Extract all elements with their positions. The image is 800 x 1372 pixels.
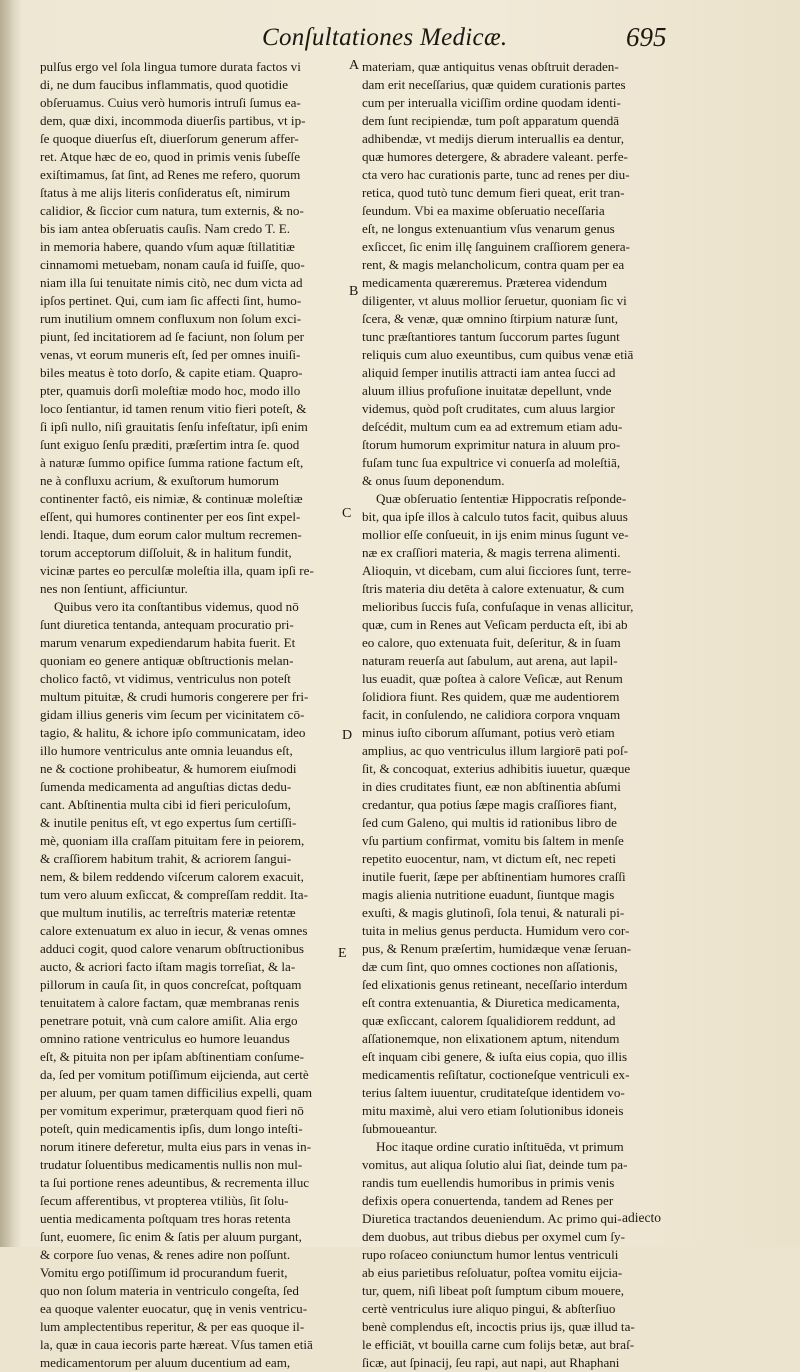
text-line: aluum illius profuſione inuitatæ depellunt, vnde (362, 383, 612, 398)
text-line: Vomitu ergo potiſſimum id procurandum fuerit, (40, 1265, 288, 1280)
text-line: dæ cum ſint, quo omnes coctiones non aſſationis, (362, 959, 618, 974)
page-number: 695 (626, 22, 667, 52)
text-line: le efficiāt, vt bouilla carne cum folijs betæ, aut braſ- (362, 1337, 635, 1352)
text-line: da, ſed per vomitum potiſſimum eijcienda, aut certè (40, 1067, 309, 1082)
text-line: ſunt, euomere, ſic enim & ſatis per aluum purgant, (40, 1229, 302, 1244)
text-line: quæ exſiccant, calorem ſqualidiorem reddunt, ad (362, 1013, 616, 1028)
text-line: ſcera, & venæ, quæ omnino ſtirpium naturæ ſunt, (362, 311, 619, 326)
text-line: Quæ obſeruatio ſententiæ Hippocratis reſponde- (376, 491, 627, 506)
margin-letter-c: C (342, 506, 352, 521)
text-line: norum itinere deferetur, multa eius pars in venas in- (40, 1139, 312, 1154)
text-line: fuſam tunc ſua expultrice vi conuerſa ad moleſtiā, (362, 455, 621, 470)
text-line: cholico factô, vt vidimus, ventriculus non poteſt (40, 671, 291, 686)
text-line: mè, quoniam illa craſſam pituitam fere in peiorem, (40, 833, 305, 848)
text-line: dem, quæ dixi, incommoda diuerſis partibus, vt ip- (40, 113, 306, 128)
text-line: ſtris materia diu detēta à calore extenuatur, & cum (362, 581, 625, 596)
text-line: per vomitum experimur, præterquam quod fieri nō (40, 1103, 304, 1118)
text-line: quæ, cum in Renes aut Veſicam perducta eſt, ibi ab (362, 617, 628, 632)
text-line: facit, in conſulendo, ne calidiora corpora vnquam (362, 707, 621, 722)
text-line: credantur, qua potius ſæpe magis craſſiores fiant, (362, 797, 617, 812)
text-line: à naturæ ſummo opifice ſumma ratione factum eſt, (40, 455, 304, 470)
text-line: & inutile penitus eſt, vt ego expertus ſum certiſſi- (40, 815, 297, 830)
text-line: ſit, & concoquat, exterius adhibitis iuuetur, quæque (362, 761, 631, 776)
text-line: in dies cruditates fiunt, eæ non abſtinentia abſumi (362, 779, 621, 794)
text-line: venas, vt eorum muneris eſt, ſed per omnes inuiſi- (40, 347, 301, 362)
text-line: cta vero hac curationis parte, tunc ad renes per diu- (362, 167, 630, 182)
text-line: ſed cum Galeno, qui multis id rationibus libro de (362, 815, 617, 830)
text-line: eſt inquam cibi genere, & iuſta eius copia, quo illis (362, 1049, 628, 1064)
text-line: marum venarum expediendarum habita fuerit. Et (40, 635, 296, 650)
text-line: pus, & Renum præſertim, humidæque venæ ſeruan- (362, 941, 632, 956)
text-line: ne & coctione prohibeatur, & humorem eiuſmodi (40, 761, 297, 776)
text-line: ſunt diuretica tentanda, antequam procuratio pri- (40, 617, 294, 632)
text-line: piunt, ſed incitatiorem ad ſe faciunt, non ſolum per (40, 329, 304, 344)
text-line: niam illa ſui tenuitate nimis citò, nec dum victa ad (40, 275, 303, 290)
text-line: exſiccet, ſic enim illę ſanguinem craſſiorem genera- (362, 239, 630, 254)
text-line: quo non ſolum materia in ventriculo congeſta, ſed (40, 1283, 299, 1298)
text-line: Quibus vero ita conſtantibus videmus, quod nō (54, 599, 299, 614)
text-line: terius ſaltem iuuentur, cruditateſque identidem vo- (362, 1085, 625, 1100)
text-line: amplius, ac quo ventriculus illum largiorē pati poſ- (362, 743, 628, 758)
text-line: aliquid ſemper inutilis attracti iam antea ſucci ad (362, 365, 616, 380)
text-line: ret. Atque hæc de eo, quod in primis venis ſubeſſe (40, 149, 301, 164)
text-line: cant. Abſtinentia multa cibi id fieri periculoſum, (40, 797, 291, 812)
text-line: medicamenta quæreremus. Præterea videndum (362, 275, 608, 290)
text-line: lum amplectentibus reperitur, & per eas quoque il- (40, 1319, 305, 1334)
text-line: & craſſiorem habitum trahit, & acriorem ſangui- (40, 851, 292, 866)
text-line: ta ſui portione renes adeuntibus, & recrementa illuc (40, 1175, 310, 1190)
text-line: defixis opera conuertenda, tandem ad Renes per (362, 1193, 614, 1208)
text-line: aucto, & acriori facto iſtam magis torreſiat, & la- (40, 959, 296, 974)
text-line: medicamentorum per aluum ducentium ad eam, (40, 1355, 291, 1370)
text-line: continenter factô, eis nimiæ, & continuæ moleſtiæ (40, 491, 303, 506)
text-line: ſumenda medicamenta ad anguſtias dictas dedu- (40, 779, 292, 794)
text-line: exiſtimamus, ſat ſint, ad Renes me refero, quorum (40, 167, 301, 182)
text-line: eſt, & pituita non per ipſam abſtinentiam conſume- (40, 1049, 304, 1064)
text-line: calore extenuatum ex aluo in iecur, & venas omnes (40, 923, 308, 938)
text-line: tenuitatem à calore factam, quæ membranas renis (40, 995, 300, 1010)
text-line: dem duobus, aut tribus diebus per oxymel cum ſy- (362, 1229, 625, 1244)
text-line: lendi. Itaque, dum eorum calor multum recremen- (40, 527, 302, 542)
text-line: rum inutilium omnem confluxum non ſolum exci- (40, 311, 302, 326)
text-line: certè ventriculus iure aliquo pingui, & abſterſiuo (362, 1301, 616, 1316)
margin-letter-d: D (342, 728, 353, 743)
text-line: tur, quem, niſi libeat poſt ſumptum cibum mouere, (362, 1283, 625, 1298)
text-line: in memoria habere, quando vſum aquæ ſtillatitiæ (40, 239, 295, 254)
text-line: næ ex craſſiori materia, & magis terrena alimenti. (362, 545, 621, 560)
text-line: mollior eſſe conſueuit, in ijs enim minus ſugunt ve- (362, 527, 629, 542)
text-line: poteſt, quin medicamentis ipſis, dum longo inteſti- (40, 1121, 303, 1136)
text-line: naturam reuerſa aut ſabulum, aut arena, aut lapil- (362, 653, 618, 668)
text-line: la, quæ in caua iecoris parte hæreat. Vſus tamen etiā (40, 1337, 313, 1352)
text-line: lus euadit, quæ poſtea à calore Veſicæ, aut Renum (362, 671, 623, 686)
text-line: tum vero aluum exſiccat, & compreſſam reddit. Ita- (40, 887, 308, 902)
text-line: Diuretica tractandos deueniendum. Ac primo qui- (362, 1211, 622, 1226)
text-line: ſecum afferentibus, vt propterea vtiliùs, ſit ſolu- (40, 1193, 289, 1208)
text-line: repetito euocentur, nam, vt dictum eſt, nec repeti (362, 851, 616, 866)
text-line: ſeundum. Vbi ea maxime obſeruatio neceſſaria (362, 203, 605, 218)
margin-letter-a: A (349, 58, 360, 73)
text-line: ſubmoueantur. (362, 1121, 438, 1136)
text-line: eſſent, qui humores continenter per eos ſint expel- (40, 509, 301, 524)
text-line: randis tum euellendis humoribus in primis venis (362, 1175, 615, 1190)
text-line: inutile fuerit, ſæpe per abſtinentiam humores craſſi (362, 869, 626, 884)
text-line: penetrare potuit, vnà cum calore amiſit. Alia ergo (40, 1013, 298, 1028)
text-line: minus iuſto ciborum aſſumant, potius verò etiam (362, 725, 615, 740)
text-line: benè complendus eſt, incoctis prius ijs, quæ illud ta- (362, 1319, 635, 1334)
text-line: uentia medicamenta poſtquam tres horas retenta (40, 1211, 291, 1226)
text-line: bis iam antea obſeruatis cauſis. Nam credo T. E. (40, 221, 291, 236)
text-line: nes non ſentiunt, afficiuntur. (40, 581, 188, 596)
text-line: ſi ipſi nullo, niſi grauitatis ſenſu infeſtatur, ipſi enim (40, 419, 308, 434)
text-line: ab eius parietibus reſoluatur, poſtea vomitu eijcia- (362, 1265, 623, 1280)
text-line: vicinæ partes eo perculſæ moleſtia illa, quam ipſi re- (40, 563, 314, 578)
left-column (40, 58, 343, 1372)
text-line: adhibendæ, vt medijs dierum interuallis ea dentur, (362, 131, 625, 146)
text-line: ea quoque valenter euocatur, quę in venis ventricu- (40, 1301, 308, 1316)
text-line: quoniam eo genere antiquæ obſtructionis melan- (40, 653, 294, 668)
text-line: adduci cogit, quod calore venarum obſtructionibus (40, 941, 304, 956)
text-line: torum acceptorum diſſoluit, & in halitum fundit, (40, 545, 292, 560)
text-line: melioribus ſuccis fuſa, confuſaque in venas allicitur, (362, 599, 634, 614)
text-line: tunc præſtantiores tantum ſuccorum partes ſugunt (362, 329, 620, 344)
text-line: tuita in melius genus perducta. Humidum vero cor- (362, 923, 630, 938)
running-head: Conſultationes Medicæ. (262, 24, 508, 51)
text-line: deſcédit, multum cum ea ad extremum etiam adu- (362, 419, 623, 434)
catchword: adiecto (622, 1210, 661, 1225)
right-column (362, 58, 672, 1372)
text-line: per aluum, per quam tamen difficilius expelli, quam (40, 1085, 313, 1100)
text-line: & onus ſuum deponendum. (362, 473, 505, 488)
text-line: di, ne dum faucibus inflammatis, quod quotidie (40, 77, 289, 92)
text-line: eſt contra extenuantia, & Diuretica medicamenta, (362, 995, 620, 1010)
text-line: Alioquin, vt dicebam, cum alui ſicciores ſunt, terre- (362, 563, 632, 578)
text-line: rupo roſaceo coniunctum humor lentus ventriculi (362, 1247, 619, 1262)
text-line: eo calore, quo extenuata fuit, deſeritur, & in ſuam (362, 635, 621, 650)
page-gutter-shadow (0, 0, 22, 1247)
text-line: dam erit neceſſarius, quæ quidem curationis partes (362, 77, 626, 92)
text-line: reliquis cum aluo exeuntibus, cum quibus venæ etiā (362, 347, 634, 362)
text-line: multum pituitæ, & crudi humoris congerere per fri- (40, 689, 309, 704)
text-line: vomitus, aut aliqua ſolutio alui ſiat, deinde tum pa- (362, 1157, 628, 1172)
text-line: rent, & magis melancholicum, contra quam per ea (362, 257, 625, 272)
text-line: ſunt exiguo ſenſu præditi, præſertim intra ſe. quod (40, 437, 300, 452)
text-line: ſe quoque diuerſus eſt, diuerſorum generum affer- (40, 131, 299, 146)
text-line: videmus, quòd poſt cruditates, cum aluus largior (362, 401, 615, 416)
text-line: calidior, & ſiccior cum natura, tum externis, & no- (40, 203, 304, 218)
text-line: Hoc itaque ordine curatio inſtituēda, vt primum (376, 1139, 624, 1154)
text-line: loco ſentiantur, id tamen renum vitio fieri poteſt, & (40, 401, 307, 416)
text-line: ſolidiora fiunt. Res quidem, quæ me audentiorem (362, 689, 620, 704)
text-line: cum per interualla viciſſim ordine quodam identi- (362, 95, 621, 110)
text-line: ſtatus à me alijs literis conſideratus eſt, nimirum (40, 185, 291, 200)
text-line: exuſti, & magis glutinoſi, ſola tenui, & naturali pi- (362, 905, 625, 920)
text-line: mitu maximè, alui vero etiam ſolutionibus idoneis (362, 1103, 624, 1118)
text-line: gidam illius generis vim ſecum per vicinitatem cō- (40, 707, 305, 722)
text-line: materiam, quæ antiquitus venas obſtruit deraden- (362, 59, 619, 74)
text-line: quæ humores detergere, & abradere valeant. perfe- (362, 149, 628, 164)
text-line: magis alienia nutritione euadunt, ſiuntque magis (362, 887, 615, 902)
text-line: tagio, & halitu, & ichore ipſo communicatam, ideo (40, 725, 306, 740)
text-line: retica, quod tutò tunc demum fieri queat, erit tran- (362, 185, 625, 200)
margin-letter-b: B (349, 284, 359, 299)
text-line: vſu partium confirmat, vomitu bis ſaltem in menſe (362, 833, 624, 848)
text-line: & corpore ſuo venas, & renes adire non poſſunt. (40, 1247, 291, 1262)
text-line: obſeruamus. Cuius verò humoris intruſi ſumus ea- (40, 95, 301, 110)
text-line: eſt, ne longus extenuantium vſus venarum genus (362, 221, 615, 236)
page-header (0, 18, 800, 62)
text-line: que multum inutilis, ac terreſtris materiæ retentæ (40, 905, 296, 920)
text-line: cinnamomi metuebam, nonam cauſa id fuiſſe, quo- (40, 257, 305, 272)
text-line: dem ſunt recipiendæ, tum poſt apparatum quendā (362, 113, 620, 128)
text-line: illo humore ventriculus ante omnia leuandus eſt, (40, 743, 293, 758)
text-line: biles meatus è toto dorſo, & capite etiam. Quapro- (40, 365, 303, 380)
text-line: ipſos pertinet. Qui, cum iam ſic affecti ſint, humo- (40, 293, 302, 308)
text-line: medicamentis reſiſtatur, coctioneſque ventriculi ex- (362, 1067, 630, 1082)
text-line: trudatur ſoluentibus medicamentis nullis non mul- (40, 1157, 303, 1172)
text-line: pter, quamuis dorſi moleſtiæ modo hoc, modo illo (40, 383, 301, 398)
text-line: nem, & bilem reddendo viſcerum calorem exacuit, (40, 869, 304, 884)
text-line: aſſationemque, non elixationem aptum, nitendum (362, 1031, 620, 1046)
text-line: ſicæ, aut ſpinacij, ſeu rapi, aut napi, aut Rhaphani (362, 1355, 620, 1370)
margin-letter-e: E (338, 946, 347, 961)
text-line: diligenter, vt aluus mollior ſeruetur, quoniam ſic vi (362, 293, 627, 308)
text-line: ne à confluxu acrium, & exuſtorum humorum (40, 473, 279, 488)
text-line: bit, qua ipſe illos à calculo tutos facit, quibus aluus (362, 509, 628, 524)
text-line: omnino ratione ventriculus eo humore leuandus (40, 1031, 290, 1046)
text-line: ſtorum humorum exprimitur natura in aluum pro- (362, 437, 621, 452)
text-line: ſed elixationis genus retineant, neceſſario interdum (362, 977, 628, 992)
text-line: pulſus ergo vel ſola lingua tumore durata factos vi (40, 59, 301, 74)
text-line: pillorum in cauſa ſit, in quos concreſcat, poſtquam (40, 977, 302, 992)
